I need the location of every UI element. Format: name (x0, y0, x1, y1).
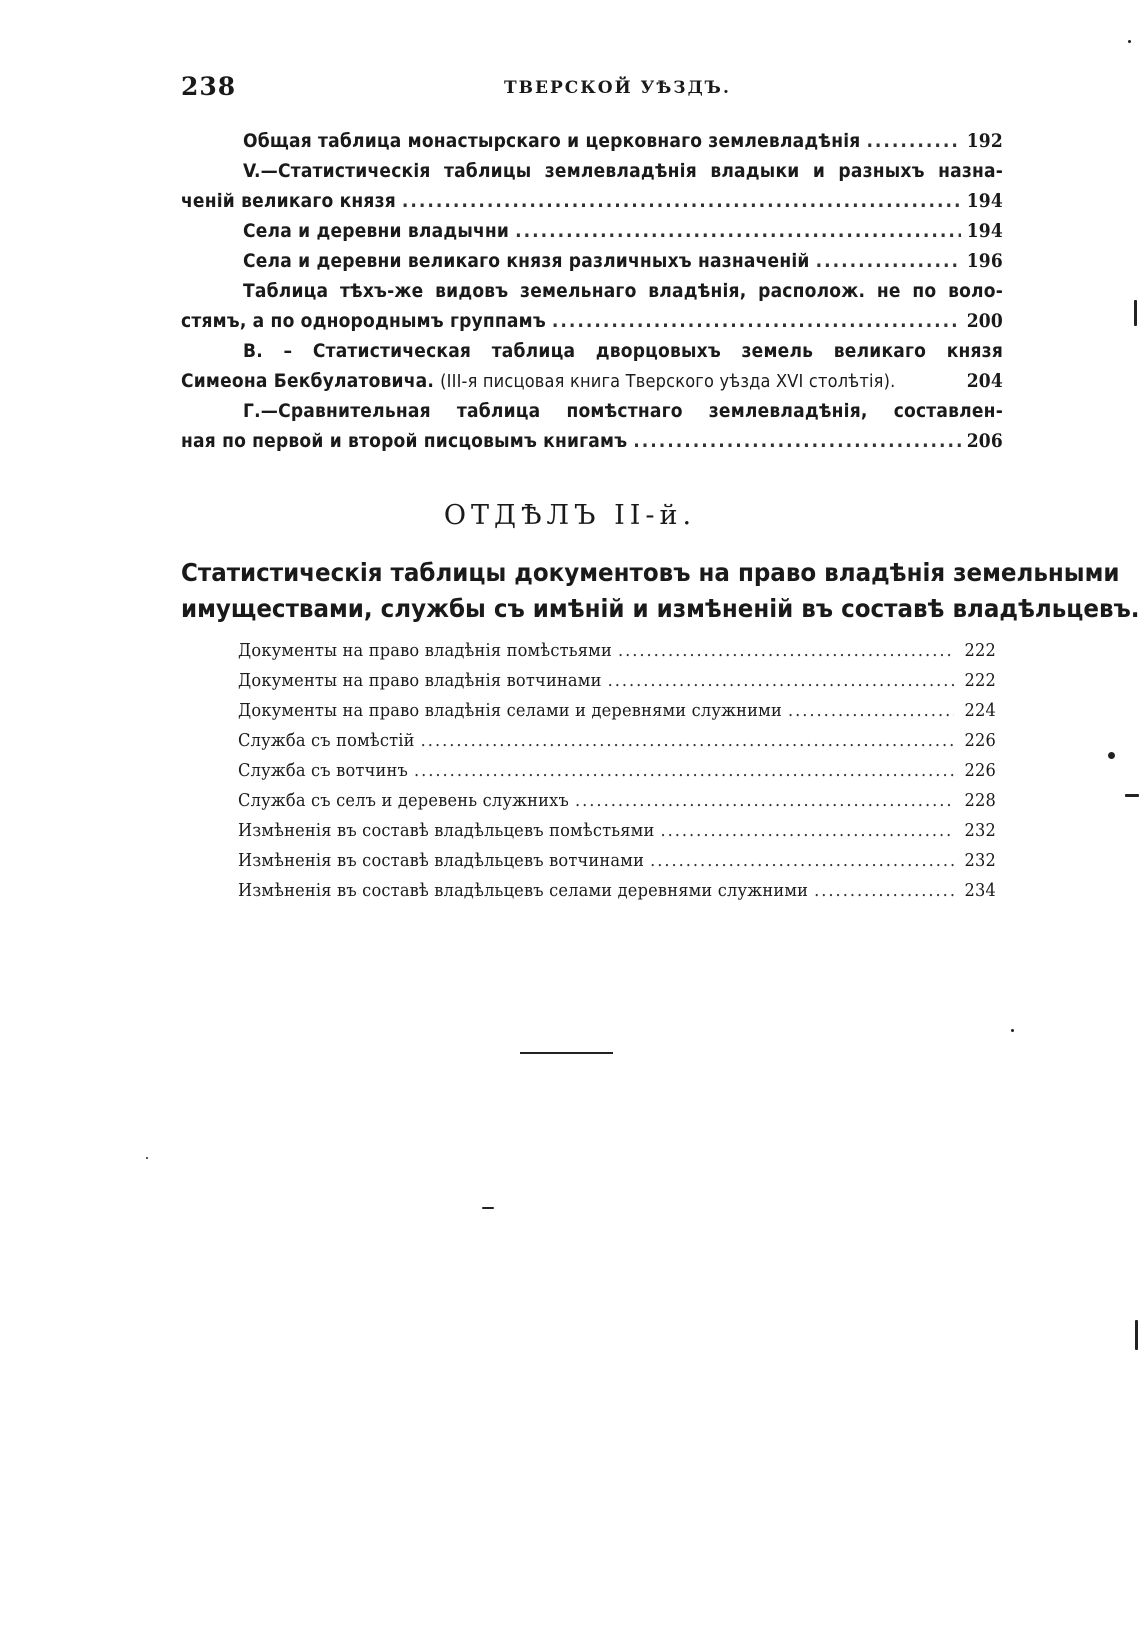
toc-entry-text: Измѣненія въ составѣ владѣльцевъ селами деревнями служними (238, 880, 809, 901)
section-title: ОТДѢЛЪ II-й. (443, 500, 697, 531)
toc-entry-text: стямъ, а по однороднымъ группамъ (181, 310, 546, 332)
dot-leader (816, 246, 961, 276)
toc-entry-text: Документы на право владѣнія помѣстьями (238, 640, 612, 661)
dot-leader (515, 216, 961, 246)
toc-entry-text: Измѣненія въ составѣ владѣльцевъ вотчинами (238, 850, 645, 871)
toc-entry-page: 192 (966, 130, 1003, 152)
toc-entry-page: 200 (966, 310, 1003, 332)
scan-speck (1125, 794, 1139, 797)
toc-entry-text: Таблица тѣхъ-же видовъ земельнаго владѣнія, располож. не по воло- (243, 280, 1003, 302)
toc-entry-text: Служба съ вотчинъ (238, 760, 408, 781)
toc-entry-page: 222 (964, 640, 996, 661)
scan-speck (1108, 752, 1115, 759)
dot-leader (633, 426, 960, 456)
toc-entry-text: V.—Статистическія таблицы землевладѣнія владыки и разныхъ назна- (243, 160, 1003, 182)
toc-entry-text: Служба съ помѣстій (238, 730, 415, 751)
toc-entry-text: Г.—Сравнительная таблица помѣстнаго землевладѣнія, составлен- (243, 400, 1003, 422)
toc-entry-text: Села и деревни великаго князя различныхъ назначеній (243, 250, 810, 272)
dot-leader (788, 696, 954, 726)
toc-entry-page: 228 (964, 790, 996, 811)
toc-entry-page: 196 (966, 250, 1003, 272)
toc-entry-page: 232 (964, 850, 996, 871)
toc-entry (181, 396, 1003, 426)
toc-entry (181, 426, 1003, 456)
toc-entry (181, 216, 1003, 246)
dot-leader (608, 666, 954, 696)
toc-entry (181, 366, 1003, 396)
toc-entry-text: Документы на право владѣнія вотчинами (238, 670, 602, 691)
toc-entry (238, 756, 996, 786)
toc-entry-page: 194 (966, 220, 1003, 242)
scan-speck (1011, 1029, 1014, 1032)
toc-entry (181, 276, 1003, 306)
toc-entry-text: Измѣненія въ составѣ владѣльцевъ помѣстьями (238, 820, 655, 841)
toc-entry-page: 222 (964, 670, 996, 691)
dot-leader (414, 756, 954, 786)
toc-entry (181, 126, 1003, 156)
section-subtitle (181, 555, 1140, 627)
toc-entry (181, 306, 1003, 336)
toc-entry (238, 726, 996, 756)
toc-entry (181, 186, 1003, 216)
scan-speck (1128, 40, 1131, 43)
closing-rule (520, 1052, 613, 1054)
toc-entry-text: Села и деревни владычни (243, 220, 510, 242)
toc-entry-text: Документы на право владѣнія селами и деревнями служними (238, 700, 782, 721)
dot-leader (552, 306, 961, 336)
scan-speck (1135, 1320, 1138, 1350)
dot-leader (650, 846, 954, 876)
dot-leader (866, 126, 960, 156)
dot-leader (575, 786, 954, 816)
toc-entry-text: ченій великаго князя (181, 190, 396, 212)
toc-entry (181, 156, 1003, 186)
toc-entry (181, 246, 1003, 276)
toc-entry (238, 696, 996, 726)
toc-entry-text: Симеона Бекбулатовича. (181, 370, 435, 392)
toc-entry-text: Служба съ селъ и деревень служнихъ (238, 790, 569, 811)
dot-leader (660, 816, 954, 846)
toc-entry-page: 224 (964, 700, 996, 721)
dot-leader (421, 726, 954, 756)
toc-entry (238, 876, 996, 906)
toc-entry-page: 194 (966, 190, 1003, 212)
section-subtitle-line: имуществами, службы съ имѣній и измѣненій въ составѣ владѣльцевъ. (181, 594, 1140, 623)
toc-entry-page: 234 (964, 880, 996, 901)
toc-entry (238, 816, 996, 846)
toc-entry (238, 666, 996, 696)
toc-entry-text: Общая таблица монастырскаго и церковнаго землевладѣнія (243, 130, 861, 152)
page-number: 238 (181, 72, 237, 101)
scan-speck (482, 1207, 494, 1209)
section-subtitle-line: Статистическія таблицы документовъ на право владѣнія земельными (181, 558, 1120, 587)
dot-leader (402, 186, 961, 216)
toc-entry (238, 846, 996, 876)
scan-speck (146, 1157, 148, 1159)
toc-entry-page: 204 (966, 370, 1003, 392)
toc-entry-text: В. – Статистическая таблица дворцовыхъ земель великаго князя (243, 340, 1003, 362)
toc-entry (181, 336, 1003, 366)
scan-speck (1134, 300, 1137, 326)
toc-entry-page: 226 (964, 730, 996, 751)
toc-entry (238, 786, 996, 816)
toc-entry-text: ная по первой и второй писцовымъ книгамъ (181, 430, 628, 452)
dot-leader (618, 636, 954, 666)
toc-entry-note: (III-я писцовая книга Тверского уѣзда XVI столѣтія). (440, 371, 896, 392)
running-head: ТВЕРСКОЙ УѢЗДЪ. (504, 78, 731, 98)
toc-entry-page: 232 (964, 820, 996, 841)
toc-part-b (238, 636, 996, 906)
toc-part-a (181, 126, 1003, 456)
toc-entry-page: 226 (964, 760, 996, 781)
toc-entry-page: 206 (966, 430, 1003, 452)
toc-entry (238, 636, 996, 666)
dot-leader (814, 876, 954, 906)
